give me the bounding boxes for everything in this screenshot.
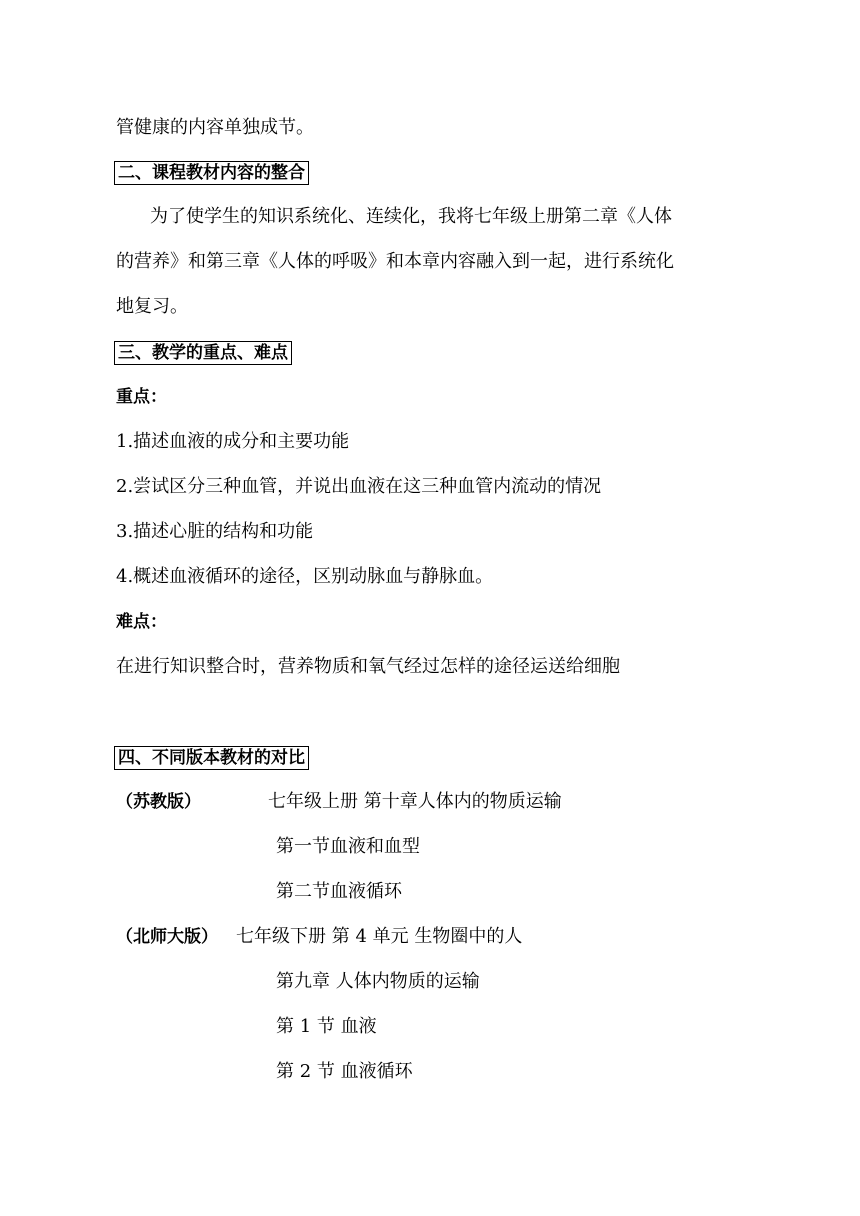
edition-item: 第二节血液循环 [276,881,402,902]
edition-name-beishida: （北师大版） [116,927,218,947]
edition-main-beishida: 七年级下册 第 4 单元 生物圈中的人 [236,926,523,947]
list-item: 3.描述心脏的结构和功能 [116,521,314,542]
edition-item: 第 2 节 血液循环 [276,1061,413,1082]
edition-main-sujiao: 七年级上册 第十章人体内的物质运输 [268,791,562,812]
difficulty-label: 难点： [116,612,167,632]
section-heading-3: 三、教学的重点、难点 [114,341,292,365]
edition-item: 第一节血液和血型 [276,836,420,857]
intro-text: 管健康的内容单独成节。 [116,117,314,138]
paragraph-line: 地复习。 [116,296,188,317]
list-item: 1.描述血液的成分和主要功能 [116,431,350,452]
edition-item: 第九章 人体内物质的运输 [276,971,480,992]
paragraph-line: 的营养》和第三章《人体的呼吸》和本章内容融入到一起，进行系统化 [116,251,674,272]
edition-name-sujiao: （苏教版） [116,792,201,812]
section-heading-2: 二、课程教材内容的整合 [114,161,309,185]
list-item: 4.概述血液循环的途径，区别动脉血与静脉血。 [116,566,494,587]
paragraph-line: 为了使学生的知识系统化、连续化，我将七年级上册第二章《人体 [150,206,672,227]
list-item: 2.尝试区分三种血管，并说出血液在这三种血管内流动的情况 [116,476,602,497]
key-points-label: 重点： [116,387,167,407]
section-heading-4: 四、不同版本教材的对比 [114,746,309,770]
difficulty-text: 在进行知识整合时，营养物质和氧气经过怎样的途径运送给细胞 [116,656,620,677]
edition-item: 第 1 节 血液 [276,1016,377,1037]
